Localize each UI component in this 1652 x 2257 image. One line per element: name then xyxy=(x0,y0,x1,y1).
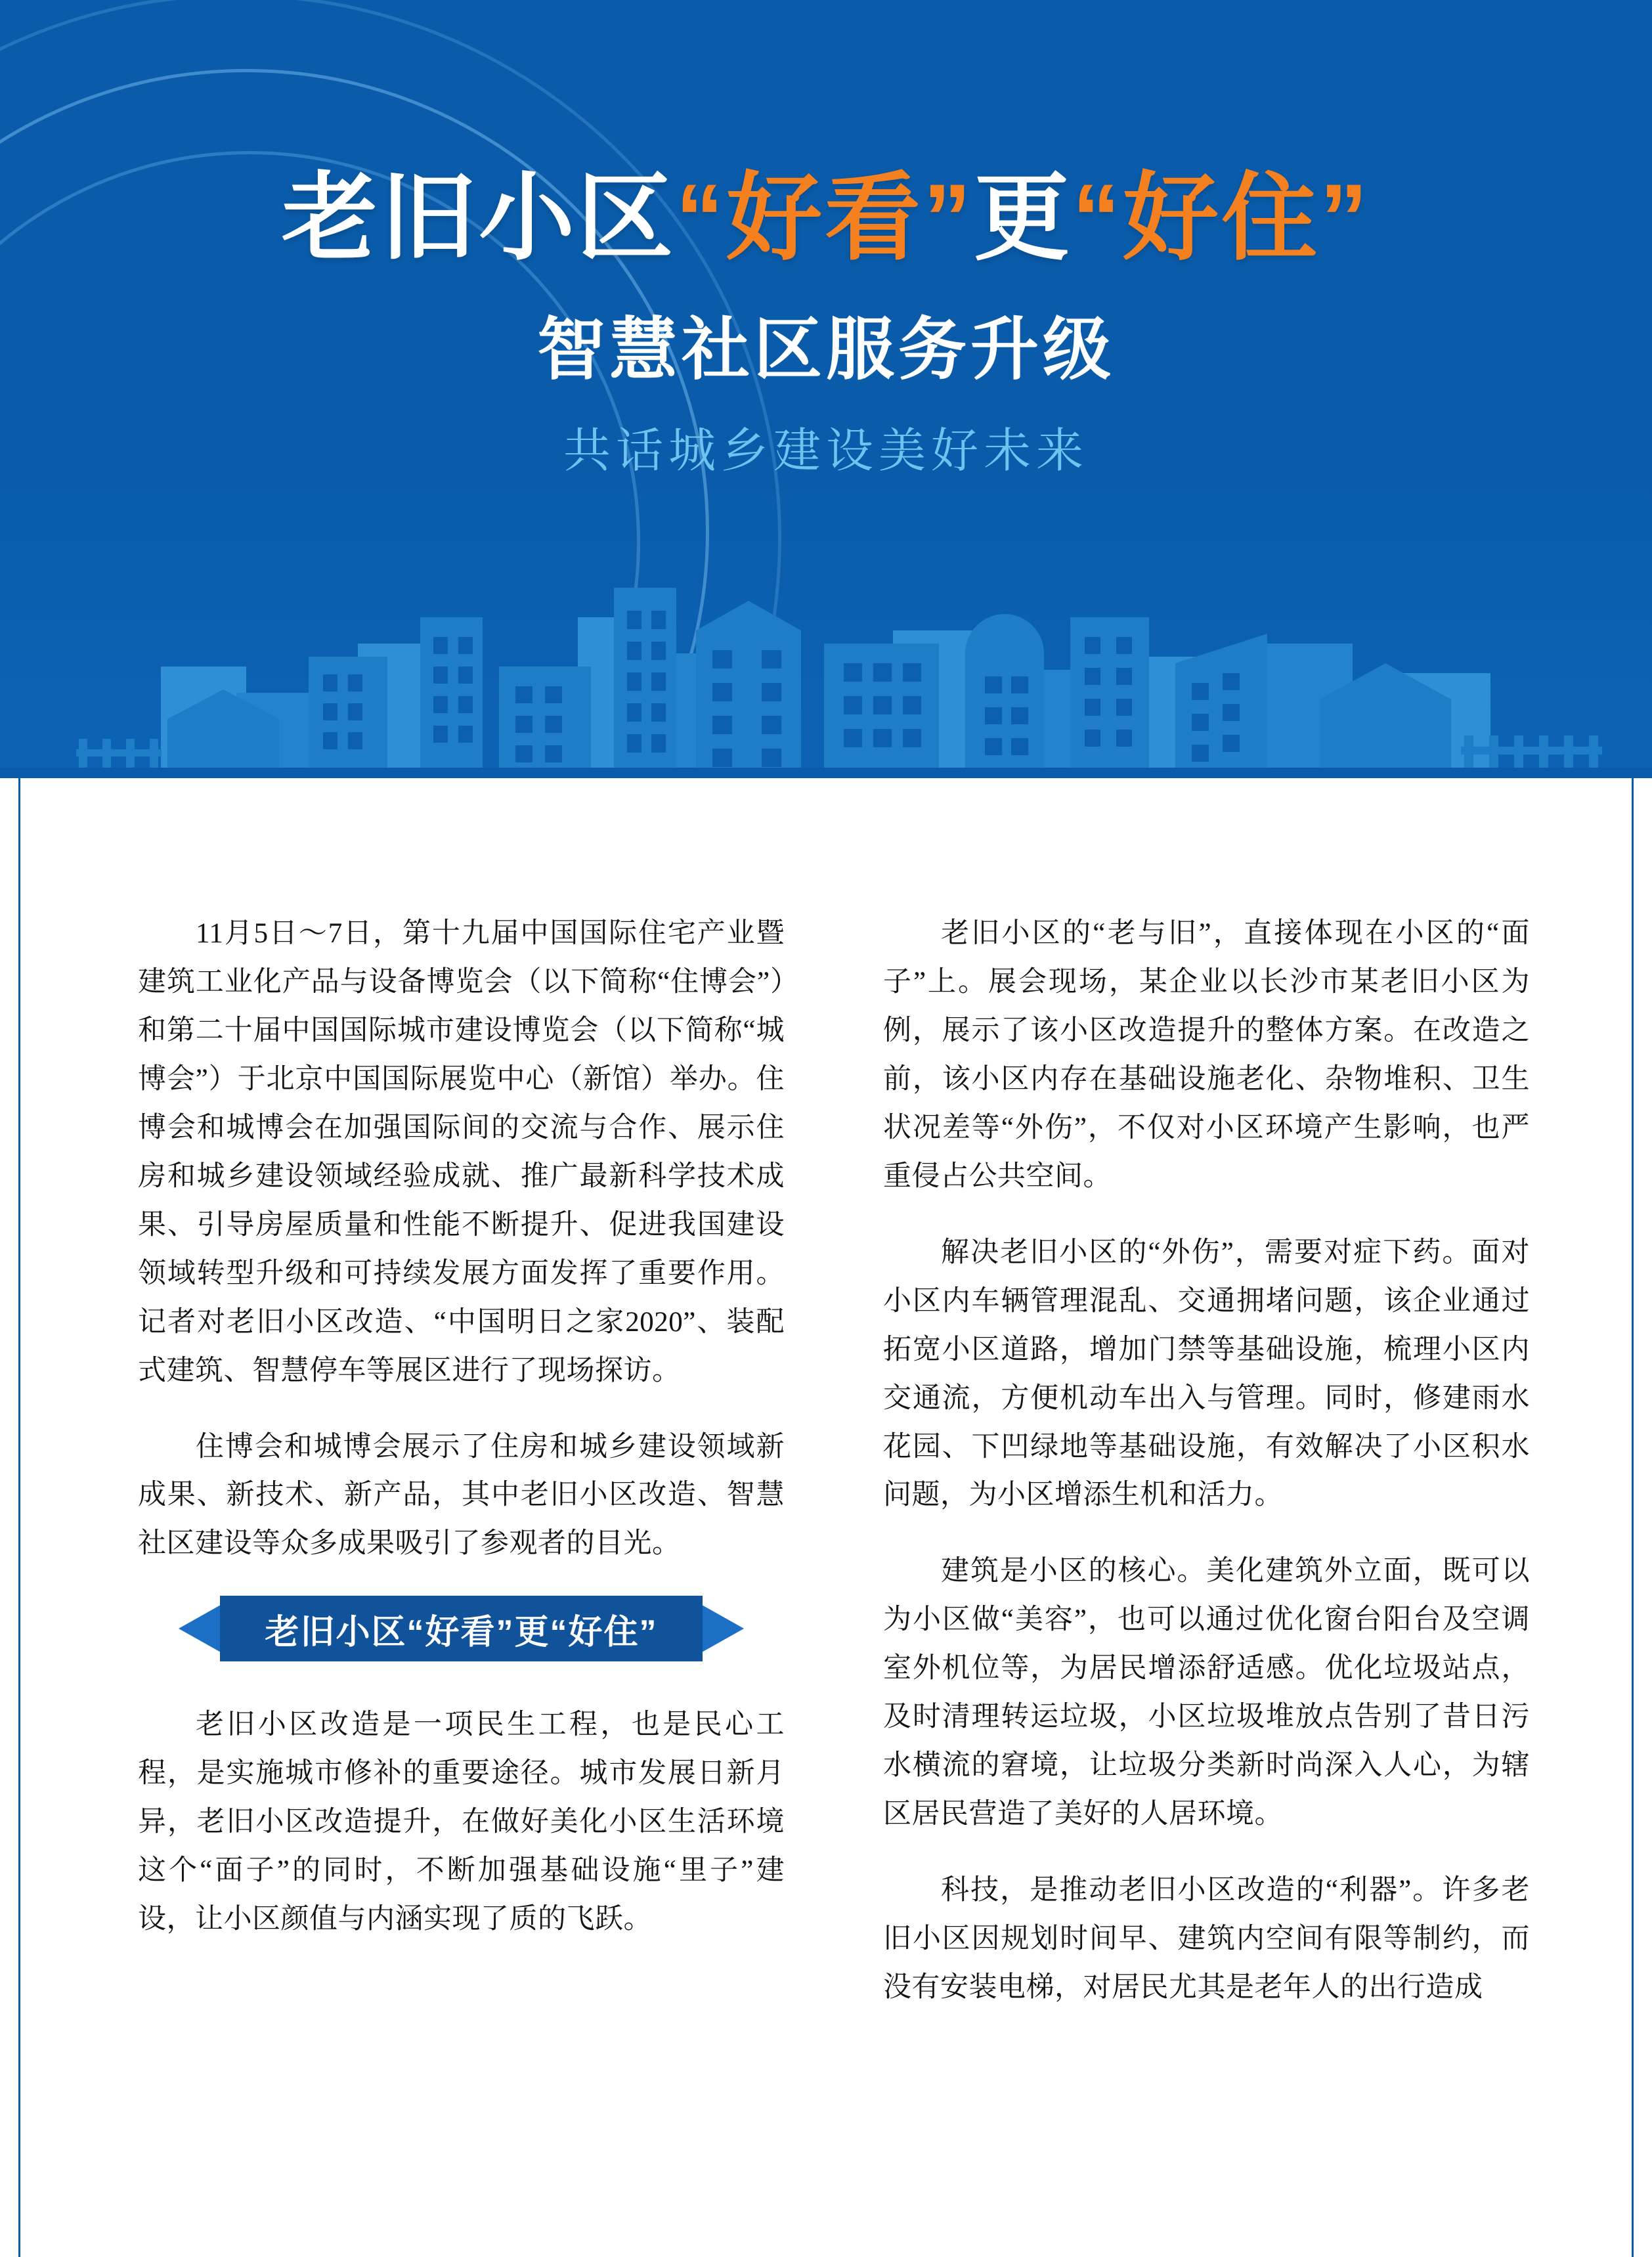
left-margin-rule xyxy=(18,778,20,2257)
main-title-mid: 更 xyxy=(974,164,1072,271)
main-title xyxy=(0,164,1652,272)
paragraph: 老旧小区的“老与旧”，直接体现在小区的“面子”上。展会现场，某企业以长沙市某老旧小区为例，展示了该小区改造提升的整体方案。在改造之前，该小区内存在基础设施老化、杂物堆积、卫生状况差等“外伤”，不仅对小区环境产生影响，也严重侵占公共空间。 xyxy=(883,918,1530,1192)
ribbon-tail-left xyxy=(179,1605,221,1652)
right-margin-rule xyxy=(1632,778,1634,2257)
main-title-quote2: “好住” xyxy=(1072,164,1370,271)
ribbon-body xyxy=(220,1596,703,1661)
paragraph: 建筑是小区的核心。美化建筑外立面，既可以为小区做“美容”，也可以通过优化窗台阳台及空调室外机位等，为居民增添舒适感。优化垃圾站点，及时清理转运垃圾，小区垃圾堆放点告别了昔日污水横流的窘境，让垃圾分类新时尚深入人心，为辖区居民营造了美好的人居环境。 xyxy=(883,1556,1530,1830)
paragraph: 科技，是推动老旧小区改造的“利器”。许多老旧小区因规划时间早、建筑内空间有限等制约，而没有安装电梯，对居民尤其是老年人的出行造成 xyxy=(883,1875,1530,2004)
section-heading-text: 老旧小区“好看”更“好住” xyxy=(265,1613,658,1652)
left-column xyxy=(138,909,785,2040)
paragraph: 住博会和城博会展示了住房和城乡建设领域新成果、新技术、新产品，其中老旧小区改造、智慧社区建设等众多成果吸引了参观者的目光。 xyxy=(138,1431,785,1560)
section-heading-ribbon xyxy=(138,1596,785,1667)
article-columns xyxy=(138,909,1530,2040)
paragraph: 老旧小区改造是一项民生工程，也是民心工程，是实施城市修补的重要途径。城市发展日新月异，老旧小区改造提升，在做好美化小区生活环境这个“面子”的同时，不断加强基础设施“里子”建设，让小区颜值与内涵实现了质的飞跃。 xyxy=(138,1709,785,1935)
right-column xyxy=(883,909,1530,2040)
banner-bottom-bar xyxy=(0,768,1652,778)
ribbon-tail-right xyxy=(702,1605,744,1652)
main-title-quote1: “好看” xyxy=(676,164,974,271)
article-body xyxy=(0,778,1652,2257)
city-skyline-illustration xyxy=(0,502,1652,778)
paragraph: 解决老旧小区的“外伤”，需要对症下药。面对小区内车辆管理混乱、交通拥堵问题，该企业通过拓宽小区道路，增加门禁等基础设施，梳理小区内交通流，方便机动车出入与管理。同时，修建雨水花园、下凹绿地等基础设施，有效解决了小区积水问题，为小区增添生机和活力。 xyxy=(883,1237,1530,1511)
banner-subtitle: 智慧社区服务升级 xyxy=(536,311,1115,388)
main-title-part1: 老旧小区 xyxy=(282,164,676,271)
banner-tagline: 共话城乡建设美好未来 xyxy=(563,424,1089,477)
banner-title-group xyxy=(0,0,1652,481)
paragraph: 11月5日～7日，第十九届中国国际住宅产业暨建筑工业化产品与设备博览会（以下简称“住博会”）和第二十届中国国际城市建设博览会（以下简称“城博会”）于北京中国国际展览中心（新馆）举办。住博会和城博会在加强国际间的交流与合作、展示住房和城乡建设领域经验成就、推广最新科学技术成果、引导房屋质量和性能不断提升、促进我国建设领域转型升级和可持续发展方面发挥了重要作用。记者对老旧小区改造、“中国明日之家2020”、装配式建筑、智慧停车等展区进行了现场探访。 xyxy=(138,918,785,1386)
header-banner xyxy=(0,0,1652,778)
